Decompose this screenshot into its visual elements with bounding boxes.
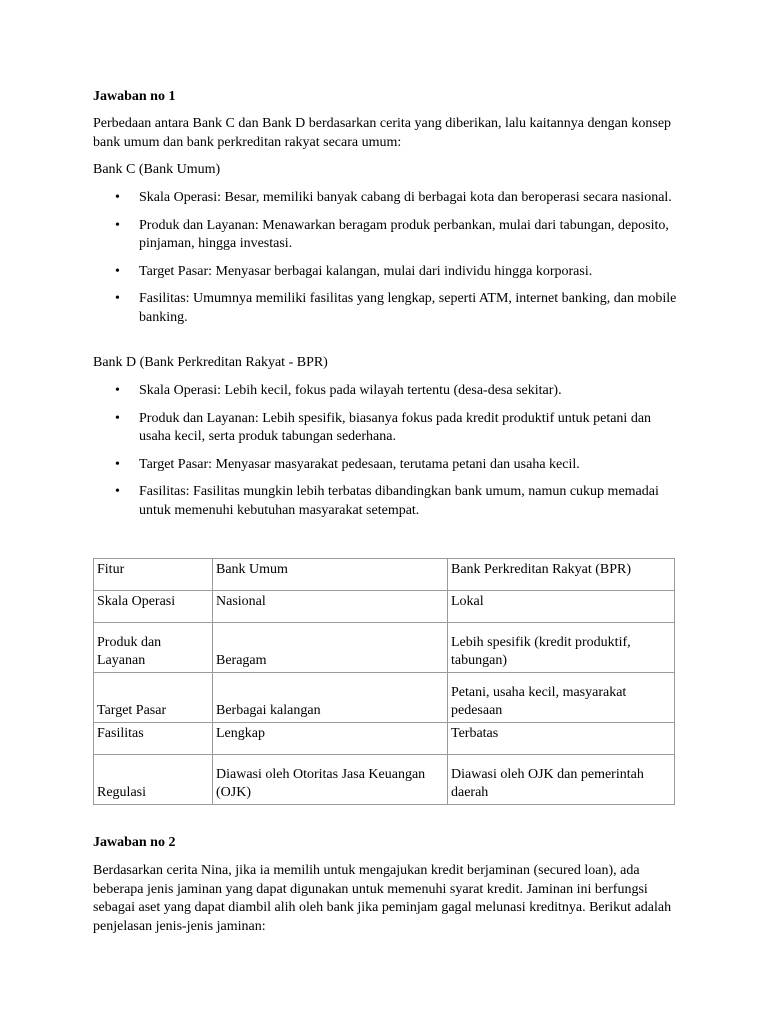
table-cell: Produk dan Layanan: [94, 623, 213, 673]
table-row: [94, 723, 675, 755]
list-item: • Fasilitas: Fasilitas mungkin lebih terbatas dibandingkan bank umum, namun cukup memadai untuk memenuhi kebutuhan masyarakat setempat.: [93, 483, 683, 520]
table-cell: Berbagai kalangan: [213, 673, 448, 723]
list-item: • Produk dan Layanan: Menawarkan beragam produk perbankan, mulai dari tabungan, deposito, pinjaman, hingga investasi.: [93, 217, 683, 254]
table-cell: Target Pasar: [94, 673, 213, 723]
heading-jawaban-1: Jawaban no 1: [93, 89, 176, 104]
table-header-row: [94, 559, 675, 591]
bank-d-title: Bank D (Bank Perkreditan Rakyat - BPR): [93, 355, 328, 370]
table-cell: Lebih spesifik (kredit produktif, tabungan): [448, 623, 675, 673]
bank-c-list: [93, 189, 683, 336]
table-cell: Skala Operasi: [94, 591, 213, 623]
table-row: [94, 673, 675, 723]
table-cell: Lokal: [448, 591, 675, 623]
section2-paragraph: Berdasarkan cerita Nina, jika ia memilih untuk mengajukan kredit berjaminan (secured loan), ada beberapa jenis jaminan yang dapat digunakan untuk memenuhi syarat kredit. Jaminan ini berfungsi sebagai aset yang dapat diambil alih oleh bank jika peminjam gagal melunasi kreditnya. Berikut adalah penjelasan jenis-jenis jaminan:: [93, 863, 672, 934]
table-cell: Fasilitas: [94, 723, 213, 755]
table-header-cell: Fitur: [94, 559, 213, 591]
list-item: • Skala Operasi: Lebih kecil, fokus pada wilayah tertentu (desa-desa sekitar).: [93, 382, 683, 401]
bank-c-title: Bank C (Bank Umum): [93, 162, 221, 177]
table-cell: Beragam: [213, 623, 448, 673]
table-cell: Petani, usaha kecil, masyarakat pedesaan: [448, 673, 675, 723]
list-item: • Fasilitas: Umumnya memiliki fasilitas yang lengkap, seperti ATM, internet banking, dan mobile banking.: [93, 290, 683, 327]
list-item: • Produk dan Layanan: Lebih spesifik, biasanya fokus pada kredit produktif untuk petani dan usaha kecil, serta produk tabungan sederhana.: [93, 410, 683, 447]
table-cell: Regulasi: [94, 755, 213, 805]
list-item: • Target Pasar: Menyasar berbagai kalangan, mulai dari individu hingga korporasi.: [93, 263, 683, 282]
table-cell: Nasional: [213, 591, 448, 623]
list-item: • Skala Operasi: Besar, memiliki banyak cabang di berbagai kota dan beroperasi secara nasional.: [93, 189, 683, 208]
bank-d-list: [93, 382, 683, 529]
table-cell: Diawasi oleh OJK dan pemerintah daerah: [448, 755, 675, 805]
table-row: [94, 755, 675, 805]
intro-paragraph: Perbedaan antara Bank C dan Bank D berdasarkan cerita yang diberikan, lalu kaitannya dengan konsep bank umum dan bank perkreditan rakyat secara umum:: [93, 116, 672, 150]
table-cell: Terbatas: [448, 723, 675, 755]
table-row: [94, 591, 675, 623]
heading-jawaban-2: Jawaban no 2: [93, 835, 176, 850]
table-cell: Lengkap: [213, 723, 448, 755]
table-header-cell: Bank Umum: [213, 559, 448, 591]
comparison-table: [93, 558, 675, 805]
table-row: [94, 623, 675, 673]
list-item: • Target Pasar: Menyasar masyarakat pedesaan, terutama petani dan usaha kecil.: [93, 456, 683, 475]
table-header-cell: Bank Perkreditan Rakyat (BPR): [448, 559, 675, 591]
table-cell: Diawasi oleh Otoritas Jasa Keuangan (OJK): [213, 755, 448, 805]
